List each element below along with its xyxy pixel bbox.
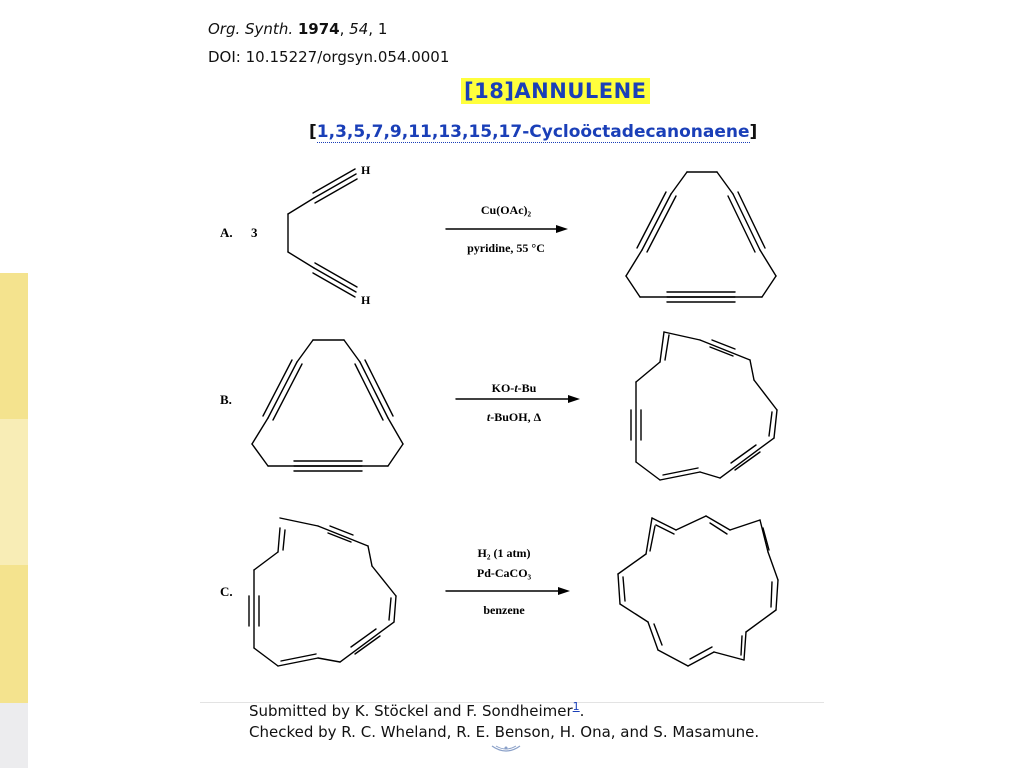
side-tab-4[interactable]: [0, 703, 28, 768]
footnote-link[interactable]: 1: [572, 700, 580, 713]
citation: Org. Synth. 1974, 54, 1: [208, 20, 388, 38]
citation-journal: Org. Synth.: [208, 20, 294, 38]
reactant-tridehydroannulene: [249, 518, 396, 666]
submitted-line: Submitted by K. Stöckel and F. Sondheimer$^1$.: [249, 700, 585, 720]
reagent-b-above: KO-t-Bu: [491, 381, 537, 395]
citation-year: 1974: [297, 20, 340, 38]
step-a-coefficient: 3: [251, 225, 258, 240]
reactant-hexadiyne: [288, 169, 357, 297]
side-tab-3[interactable]: [0, 565, 28, 703]
reagent-a-below: pyridine, 55 °C: [467, 241, 545, 255]
ornament-icon: [490, 742, 522, 756]
reaction-scheme: [200, 150, 824, 680]
credits: [249, 695, 759, 743]
product-tridehydroannulene: [631, 332, 777, 480]
subtitle-open-bracket: [: [309, 122, 317, 142]
checked-line: Checked by R. C. Wheland, R. E. Benson, H. Ona, and S. Masamune.: [249, 723, 760, 741]
reactant-cyclooctadecahexayne-b: [252, 340, 403, 471]
atom-h-top: H: [361, 163, 371, 177]
step-c-label: C.: [220, 584, 233, 599]
citation-page: 1: [377, 20, 388, 38]
product-cyclooctadecahexayne-a: [626, 172, 776, 302]
reaction-arrow-c: [446, 587, 570, 595]
reaction-arrow-a: [446, 225, 568, 233]
reagent-b-below: t-BuOH, Δ: [486, 410, 542, 424]
reaction-arrow-b: [456, 395, 580, 403]
step-b-label: B.: [220, 392, 232, 407]
citation-volume: 54: [349, 20, 369, 38]
page-title: [18]ANNULENE: [461, 78, 650, 104]
subtitle-close-bracket: ]: [749, 122, 758, 142]
step-a-label: A.: [220, 225, 233, 240]
reagent-a-above: Cu(OAc)₂: [480, 203, 532, 217]
side-tab-2[interactable]: [0, 419, 28, 565]
doi-label: DOI:: [208, 48, 241, 66]
submitted-text: Submitted by K. Stöckel and F. Sondheimer: [249, 702, 573, 720]
reagent-c-above-1: H₂ (1 atm): [477, 546, 531, 560]
reagent-c-above-2: Pd-CaCO₃: [476, 566, 532, 580]
reagent-c-below: benzene: [483, 603, 525, 617]
product-annulene: [618, 516, 778, 666]
doi-line: [208, 48, 449, 66]
page-subtitle: [309, 122, 757, 142]
doi-value[interactable]: 10.15227/orgsyn.054.0001: [245, 48, 450, 66]
side-tab-1[interactable]: [0, 273, 28, 419]
subtitle-link[interactable]: 1,3,5,7,9,11,13,15,17-Cycloöctadecanonaene: [316, 122, 750, 142]
atom-h-bottom: H: [361, 293, 371, 307]
